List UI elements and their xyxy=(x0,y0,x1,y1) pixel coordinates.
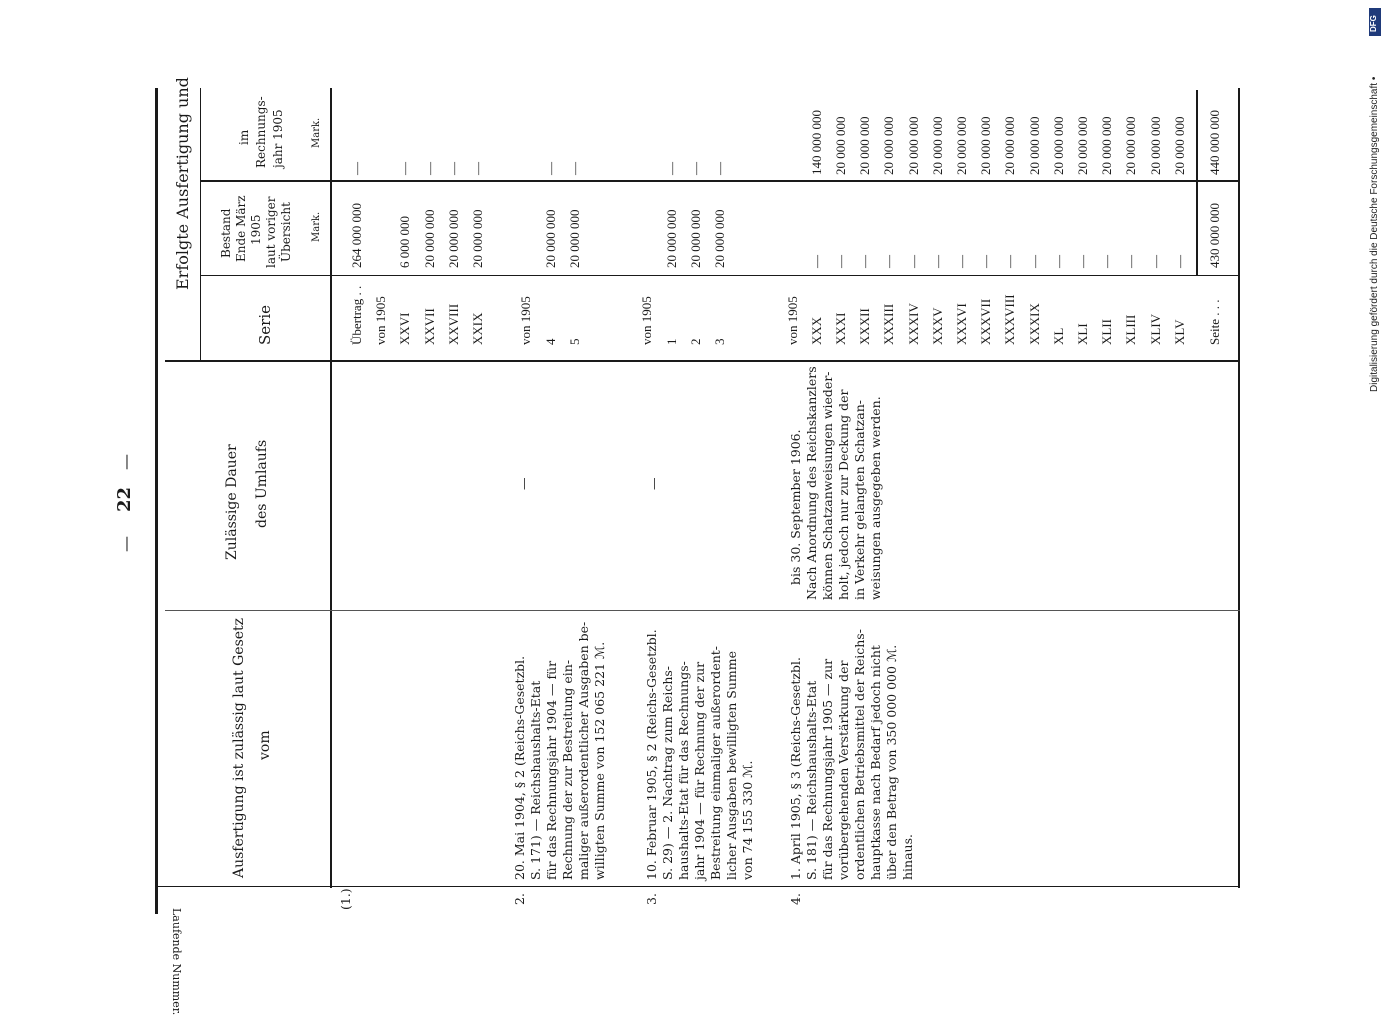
rechnungsjahr-cell: — xyxy=(349,162,364,175)
serie-cell: 2 xyxy=(687,338,703,345)
header-lfd-nr: Laufende Nummer. xyxy=(170,908,183,1015)
total-bestand: 430 000 000 xyxy=(1207,203,1222,268)
page-dash-top: — xyxy=(116,454,135,470)
erfolgte-underline xyxy=(200,88,201,360)
table-header-rule xyxy=(330,88,332,888)
rechnungsjahr-cell: — xyxy=(542,162,558,175)
bestand-cell: — xyxy=(1147,255,1163,268)
rechnungsjahr-cell: 20 000 000 xyxy=(833,116,848,175)
rechnungsjahr-cell: — xyxy=(421,162,437,175)
header-dauer-2: des Umlaufs xyxy=(254,439,270,528)
bestand-cell: 20 000 000 xyxy=(663,209,679,268)
table-bottom-rule xyxy=(1238,88,1240,888)
page-dash-bottom: — xyxy=(116,536,135,552)
bestand-cell: 20 000 000 xyxy=(542,209,558,268)
serie-cell: XXVII xyxy=(421,308,437,345)
col-rule-gesetz xyxy=(165,610,1240,611)
serie-cell: XL xyxy=(1050,327,1066,345)
rechnungsjahr-cell: — xyxy=(712,162,727,175)
serie-cell: XXXII xyxy=(857,308,873,345)
dfg-watermark: Digitalisierung gefördert durch die Deutsche Forschungsgemeinschaft • xyxy=(1369,76,1380,392)
serie-cell: XXXVI xyxy=(954,303,969,345)
rechnungsjahr-cell: 20 000 000 xyxy=(1050,116,1066,175)
rechnungsjahr-cell: 20 000 000 xyxy=(1171,116,1187,175)
bestand-cell: — xyxy=(929,255,945,268)
rechnungsjahr-cell: 20 000 000 xyxy=(1002,116,1018,175)
entry-nr-1: (1.) xyxy=(338,888,353,910)
serie-cell: XXXIII xyxy=(881,303,897,345)
bestand-cell: 20 000 000 xyxy=(712,209,727,268)
col-rule-bestand xyxy=(200,180,1240,182)
rechnungsjahr-cell: 20 000 000 xyxy=(1147,116,1163,175)
serie-cell: XXVI xyxy=(397,312,413,345)
serie-cell: XLIII xyxy=(1123,314,1139,345)
col-rule-serie xyxy=(200,275,1240,276)
serie-cell: von 1905 xyxy=(784,296,800,345)
entry-nr-2: 2. xyxy=(512,893,527,905)
bestand-cell: — xyxy=(954,255,969,268)
rechnungsjahr-cell: 20 000 000 xyxy=(1026,116,1042,175)
serie-cell: XLV xyxy=(1171,319,1187,345)
bestand-cell: — xyxy=(857,255,873,268)
bestand-cell: — xyxy=(881,255,897,268)
rechnungsjahr-cell: 20 000 000 xyxy=(1075,116,1090,175)
serie-cell: XXXIX xyxy=(1026,303,1042,345)
rechnungsjahr-cell: 20 000 000 xyxy=(857,116,873,175)
header-gesetz-2: vom xyxy=(257,730,273,760)
table-top-rule xyxy=(155,88,158,914)
header-gesetz-1: Ausfertigung ist zulässig laut Gesetz xyxy=(231,617,247,878)
header-serie: Serie xyxy=(256,305,274,345)
bestand-cell: — xyxy=(1075,255,1090,268)
serie-cell: XXXV xyxy=(929,307,945,345)
serie-cell: XXXIV xyxy=(905,303,921,345)
serie-cell: 1 xyxy=(663,338,679,345)
serie-cell: XXXVIII xyxy=(1002,294,1018,345)
rechnungsjahr-cell: 20 000 000 xyxy=(978,116,994,175)
rechnungsjahr-cell: — xyxy=(445,162,461,175)
serie-cell: XXVIII xyxy=(445,303,461,345)
bestand-cell: — xyxy=(1123,255,1139,268)
serie-cell: XXXI xyxy=(833,312,848,345)
bestand-cell: 20 000 000 xyxy=(470,209,485,268)
entry-3-dauer: — xyxy=(646,477,661,490)
serie-cell: 5 xyxy=(566,338,582,345)
rechnungsjahr-cell: 140 000 000 xyxy=(808,110,824,175)
bestand-cell: — xyxy=(978,255,994,268)
bestand-cell: 20 000 000 xyxy=(687,209,703,268)
header-dauer-1: Zulässige Dauer xyxy=(224,444,240,560)
dfg-logo: DFG xyxy=(1369,8,1381,36)
serie-cell: Übertrag . . xyxy=(349,285,364,345)
bestand-cell: 20 000 000 xyxy=(421,209,437,268)
rechnungsjahr-cell: 20 000 000 xyxy=(881,116,897,175)
bestand-cell: — xyxy=(1026,255,1042,268)
col-rule-nr xyxy=(155,886,1240,887)
serie-cell: XLIV xyxy=(1147,313,1163,345)
bestand-cell: — xyxy=(1171,255,1187,268)
serie-cell: von 1905 xyxy=(639,296,655,345)
rechnungsjahr-cell: — xyxy=(397,162,413,175)
total-label: Seite . . . xyxy=(1207,299,1222,345)
entry-nr-3: 3. xyxy=(644,893,659,905)
scanned-page: 22 — — Laufende Nummer. Ausfertigung ist zulässig laut Gesetz vom Zulässige Dauer des Umlaufs Erfolgte Ausfertigung und Serie Bestand Ende März 1905 laut voriger Übersicht Mark. im Rechnungs- jahr 1905 Mark. (1.) 2. 3. 4. 20. Mai 1904, § 2 (Reichs-Gesetzbl. S. 171) — Reichshaushalts-Etat für das Rechnungsjahr 1904 — für Rechnung der zur Bestreitung ein- maliger außerordentlicher Ausgaben be- willigten Summe von 152 065 221 ℳ. — 10. Februar 1905, § 2 (Reichs-Gesetzbl. S. 29) — 2. Nachtrag zum Reichs- haushalts-Etat für das Rechnungs- jahr 1904 — für Rechnung der zur Bestreitung einmaliger außerordent- licher Ausgaben bewilligten Summe von 74 155 330 ℳ. — 1. April 1905, § 3 (Reichs-Gesetzbl. S. 181) — Reichshaushalts-Etat für das Rechnungsjahr 1905 — zur vorübergehenden Verstärkung der ordentlichen Betriebsmittel der Reichs- hauptkasse nach Bedarf jedoch nicht über den Betrag von 350 000 000 ℳ. hinaus. bis 30. September 1906. Nach Anordnung des Reichskanzlers können Schatzanweisungen wieder- holt, jedoch nur zur Deckung der in Verkehr gelangten Schatzan- weisungen ausgegeben werden. Übertrag . . 264 000 000 — von 1905 XXVI 6 000 000 — XXVII 20 000 000 — XXVIII 20 000 000 — XXIX 20 000 000 — von 1905 4 20 000 000 — 5 20 000 000 — von 1905 1 20 000 000 — 2 20 000 000 — 3 20 000 000 — von 1905 XXX — 140 000 000 XXXI — 20 000 000 XXXII — 20 000 000 XXXIII — 20 000 000 XXXIV — 20 000 000 XXXV — 20 000 000 XXXVI — 20 000 000 XXXVII — 20 000 000 XXXVIII — 20 000 000 XXXIX — 20 000 000 XL — 20 000 000 XLI — 20 000 000 XLII — 20 000 000 XLIII — 20 000 000 XLIV — 20 000 000 XLV — 20 000 000 Seite . . . 430 000 000 440 000 000 Digitalisierung gefördert durch die Deutsche Forschungsgemeinschaft • DFG xyxy=(0,0,1383,1000)
bestand-cell: — xyxy=(905,255,921,268)
serie-cell: XXIX xyxy=(470,312,485,345)
bestand-cell: — xyxy=(808,255,824,268)
rechnungsjahr-cell: — xyxy=(470,162,485,175)
col-rule-dauer xyxy=(165,360,1240,362)
header-erfolgte: Erfolgte Ausfertigung und xyxy=(173,77,192,290)
rechnungsjahr-cell: 20 000 000 xyxy=(905,116,921,175)
rechnungsjahr-cell: — xyxy=(663,162,679,175)
bestand-cell: — xyxy=(1099,255,1115,268)
bestand-cell: — xyxy=(1002,255,1018,268)
serie-cell: XXXVII xyxy=(978,298,994,345)
total-rechnungsjahr: 440 000 000 xyxy=(1207,110,1222,175)
page-number: 22 xyxy=(114,486,135,512)
sum-rule xyxy=(1196,90,1198,275)
serie-cell: XLII xyxy=(1099,319,1115,345)
bestand-cell: — xyxy=(1050,255,1066,268)
bestand-cell: — xyxy=(833,255,848,268)
serie-cell: 4 xyxy=(542,338,558,345)
entry-nr-4: 4. xyxy=(788,893,803,905)
rechnungsjahr-cell: 20 000 000 xyxy=(929,116,945,175)
bestand-cell: 264 000 000 xyxy=(349,203,364,268)
serie-cell: von 1905 xyxy=(373,296,389,345)
rechnungsjahr-cell: 20 000 000 xyxy=(954,116,969,175)
bestand-cell: 20 000 000 xyxy=(566,209,582,268)
serie-cell: XLI xyxy=(1075,323,1090,345)
serie-cell: 3 xyxy=(712,338,727,345)
bestand-cell: 20 000 000 xyxy=(445,209,461,268)
rechnungsjahr-cell: — xyxy=(687,162,703,175)
bestand-cell: 6 000 000 xyxy=(397,216,413,268)
serie-cell: XXX xyxy=(808,316,824,345)
rechnungsjahr-cell: — xyxy=(566,162,582,175)
rechnungsjahr-cell: 20 000 000 xyxy=(1123,116,1139,175)
rechnungsjahr-cell: 20 000 000 xyxy=(1099,116,1115,175)
serie-cell: von 1905 xyxy=(518,296,534,345)
entry-2-dauer: — xyxy=(516,477,531,490)
